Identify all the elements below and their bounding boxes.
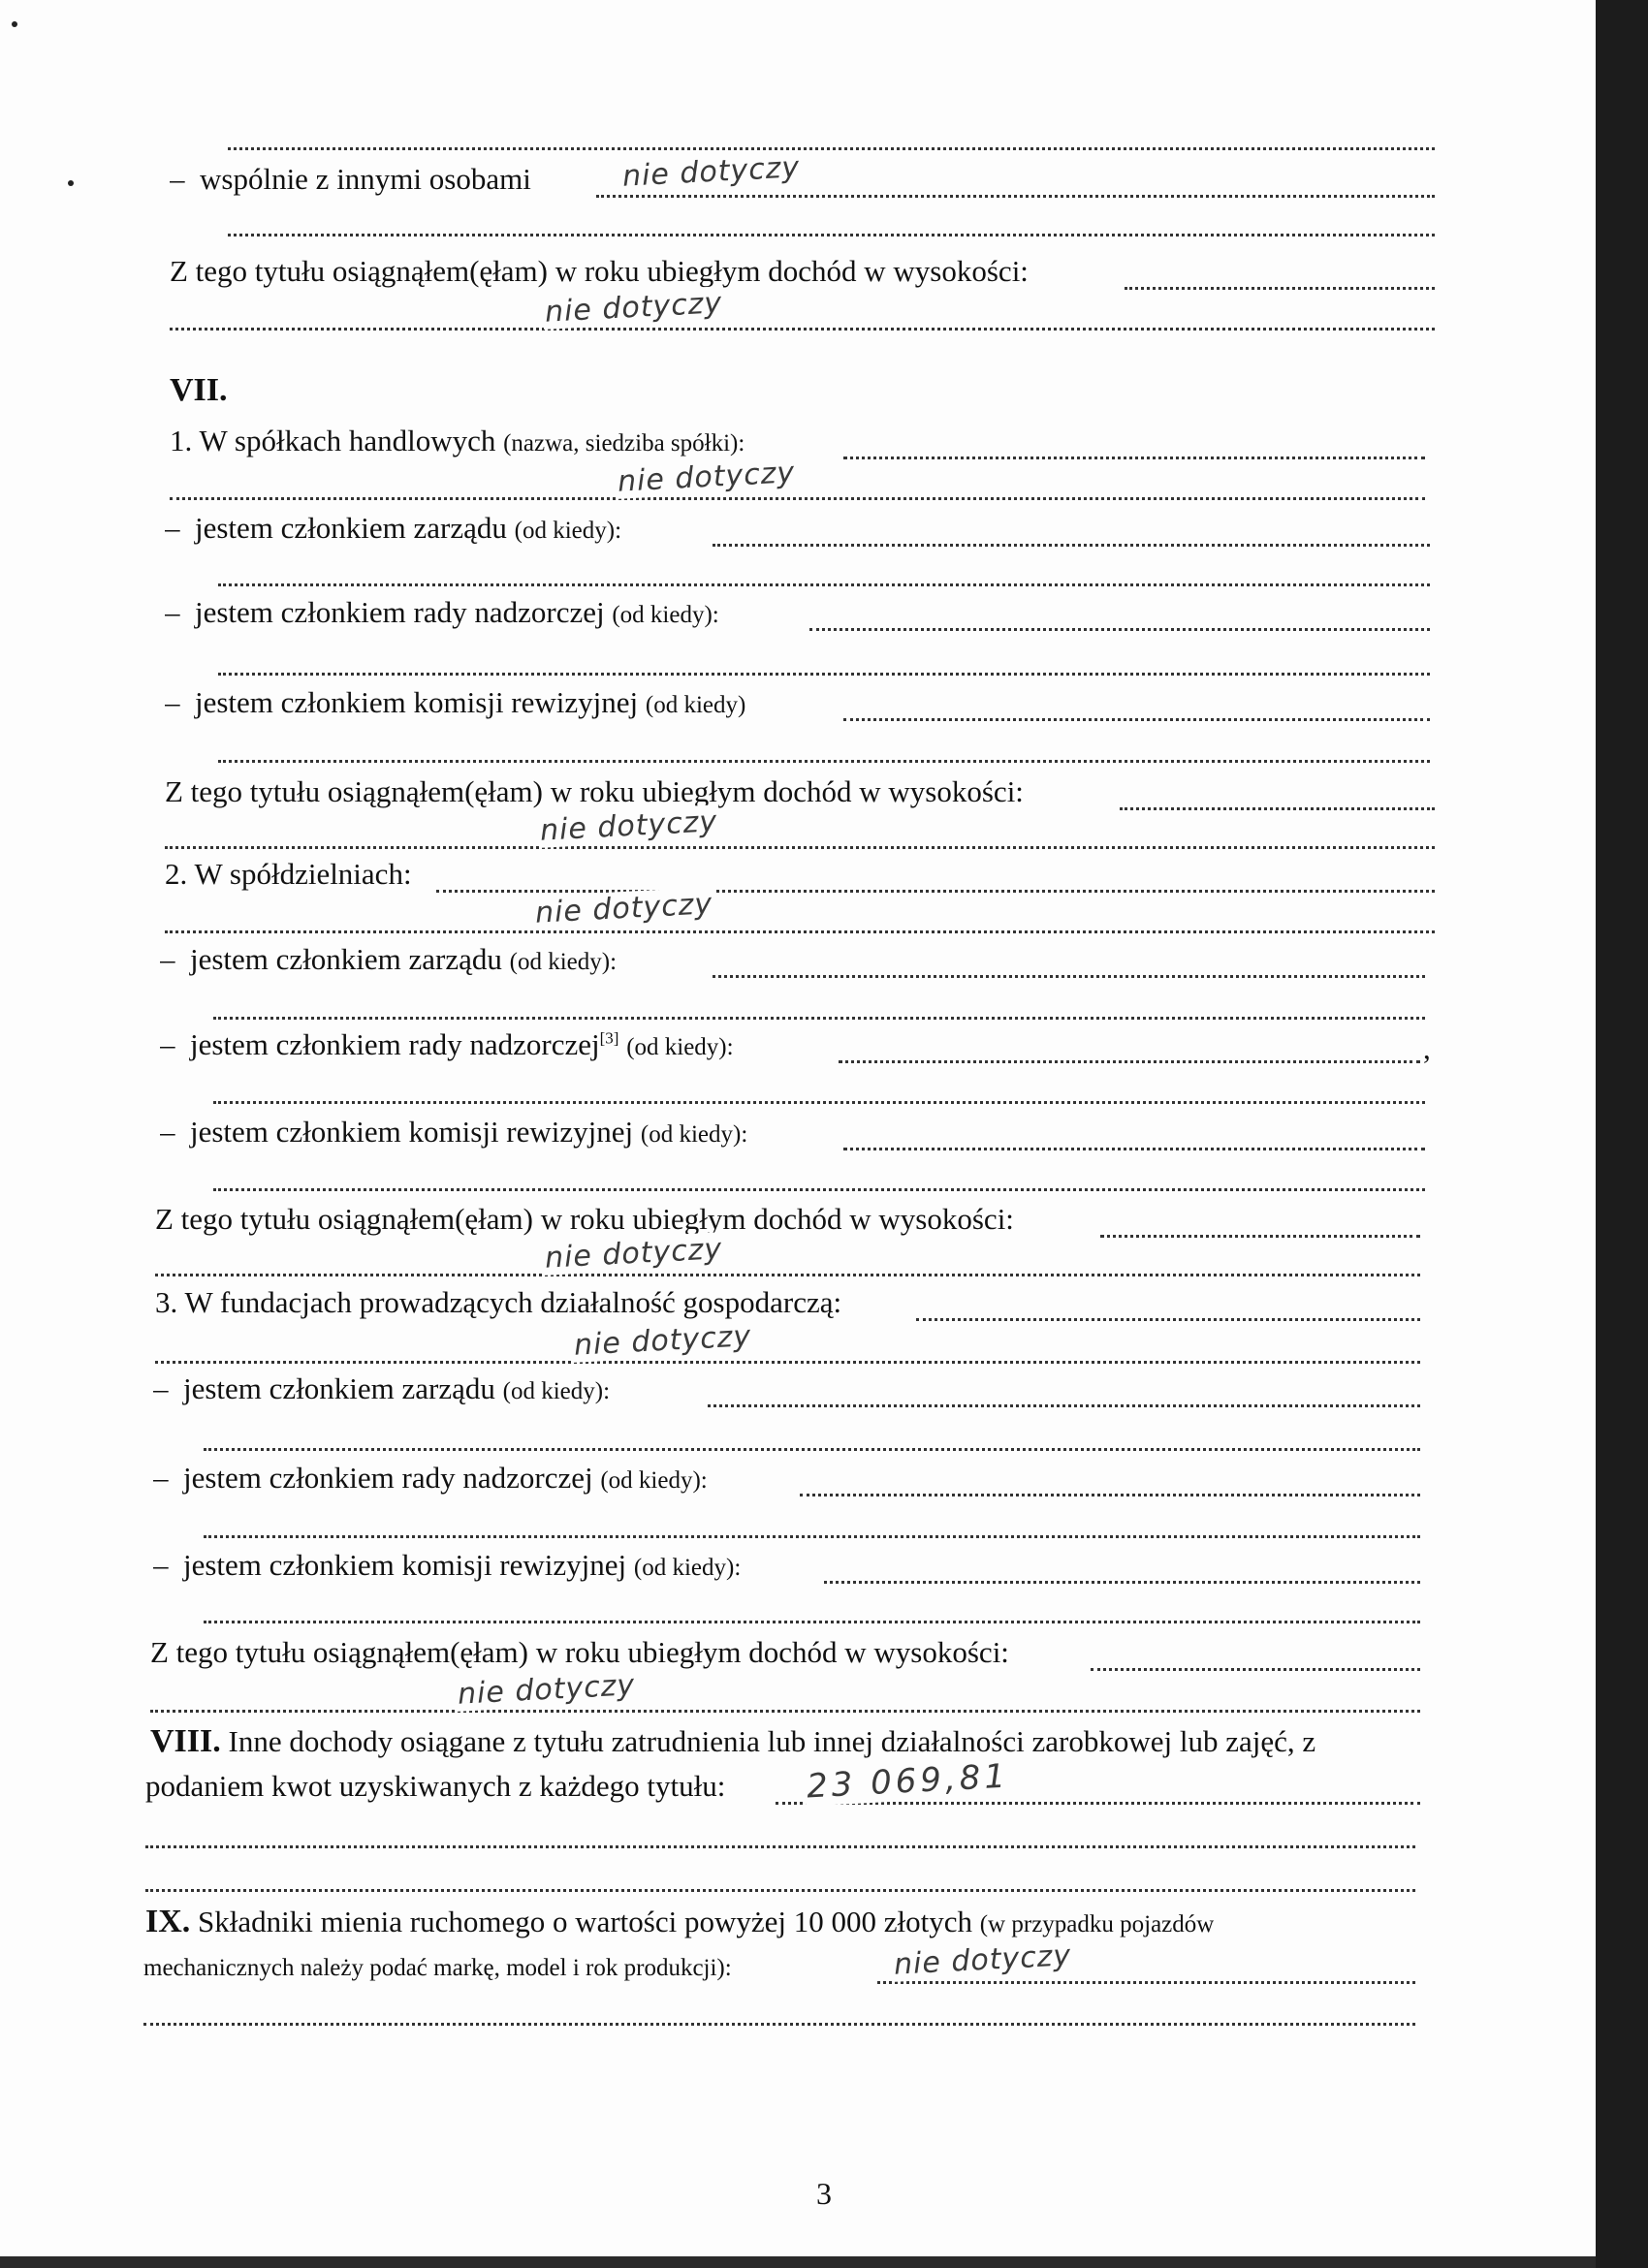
dotted-fill-line: [213, 1097, 1425, 1104]
field-label: jestem członkiem rady nadzorczej: [183, 1461, 593, 1495]
dotted-fill-line: [228, 143, 1435, 150]
dotted-fill-line: [145, 1885, 1415, 1892]
field-label: jestem członkiem zarządu: [195, 511, 507, 545]
section-heading-ix: IX.: [145, 1904, 191, 1939]
field-note: (nazwa, siedziba spółki):: [503, 430, 745, 457]
handwritten-amount: 23 069,81: [806, 1756, 1010, 1807]
field-label: Inne dochody osiągane z tytułu zatrudnienia lub innej działalności zarobkowej lub zajęć, z: [228, 1724, 1316, 1758]
dash: –: [160, 942, 175, 976]
field-label: jestem członkiem rady nadzorczej: [195, 595, 605, 629]
dotted-fill-line: [916, 1314, 1420, 1321]
dotted-fill-line: [843, 453, 1425, 459]
dash: –: [165, 595, 180, 629]
dotted-fill-line: [155, 1357, 1420, 1364]
dotted-fill-line: [204, 1444, 1420, 1451]
dotted-fill-line: [1120, 803, 1435, 810]
dash: –: [165, 685, 180, 719]
field-label: jestem członkiem komisji rewizyjnej: [183, 1548, 627, 1582]
dotted-fill-line: [204, 1617, 1420, 1623]
handwritten-entry: nie dotyczy: [544, 286, 724, 330]
field-note: (od kiedy):: [502, 1378, 611, 1404]
dotted-fill-line: [150, 1706, 1420, 1713]
handwritten-entry: nie dotyczy: [539, 804, 719, 848]
field-label: 1. W spółkach handlowych: [170, 424, 496, 457]
dotted-fill-line: [1100, 1231, 1420, 1238]
handwritten-entry: nie dotyczy: [617, 456, 797, 499]
dotted-fill-line: [213, 1013, 1425, 1020]
field-note: mechanicznych należy podać markę, model i rok produkcji):: [143, 1955, 732, 1981]
dotted-fill-line: [843, 1144, 1425, 1150]
scan-speck: [12, 21, 17, 27]
dash: –: [153, 1371, 169, 1405]
dotted-fill-line: [713, 971, 1425, 978]
dotted-fill-line: [170, 324, 1435, 331]
dotted-fill-line: [213, 1184, 1425, 1191]
dash: –: [153, 1461, 169, 1495]
income-label: Z tego tytułu osiągnąłem(ęłam) w roku ubiegłym dochód w wysokości:: [155, 1202, 1014, 1236]
dotted-fill-line: [824, 1577, 1420, 1584]
field-label: wspólnie z innymi osobami: [200, 162, 531, 196]
dotted-fill-line: [170, 493, 1425, 500]
field-note: (od kiedy):: [509, 949, 618, 975]
field-label: jestem członkiem rady nadzorczej: [190, 1027, 600, 1061]
dotted-fill-line: [218, 580, 1430, 586]
field-label: jestem członkiem komisji rewizyjnej: [195, 685, 639, 719]
footnote-marker: [3]: [599, 1028, 619, 1048]
dotted-fill-line: [228, 230, 1435, 236]
dotted-fill-line: [713, 540, 1430, 547]
dotted-fill-line: [165, 927, 1435, 933]
dotted-fill-line: [1091, 1664, 1420, 1671]
dash: –: [153, 1548, 169, 1582]
dash: –: [170, 162, 185, 196]
dotted-fill-line: [708, 1401, 1420, 1407]
field-label: podaniem kwot uzyskiwanych z każdego tytułu:: [145, 1769, 726, 1803]
handwritten-entry: nie dotyczy: [621, 150, 802, 194]
field-note: (od kiedy):: [514, 518, 622, 544]
dotted-fill-line: [839, 1056, 1420, 1063]
handwritten-entry: nie dotyczy: [893, 1938, 1073, 1982]
field-line: [170, 160, 531, 199]
field-note: (w przypadku pojazdów: [979, 1911, 1215, 1937]
income-label: Z tego tytułu osiągnąłem(ęłam) w roku ubiegłym dochód w wysokości:: [165, 774, 1024, 808]
field-label: jestem członkiem zarządu: [183, 1371, 495, 1405]
scan-border-bottom: [0, 2256, 1596, 2268]
dotted-fill-line: [218, 669, 1430, 676]
field-note: (od kiedy): [645, 692, 746, 718]
scan-speck: [68, 180, 74, 186]
dotted-fill-line: [800, 1490, 1420, 1496]
dotted-fill-line: [1125, 283, 1435, 290]
section-heading-viii: VIII.: [150, 1723, 221, 1759]
dotted-fill-line: [143, 2019, 1415, 2026]
field-note: (od kiedy):: [626, 1034, 734, 1060]
dotted-fill-line: [843, 714, 1430, 721]
field-label: jestem członkiem komisji rewizyjnej: [190, 1115, 634, 1149]
scan-border-right: [1596, 0, 1648, 2268]
handwritten-entry: nie dotyczy: [573, 1319, 753, 1363]
income-label: Z tego tytułu osiągnąłem(ęłam) w roku ubiegłym dochód w wysokości:: [170, 254, 1029, 288]
handwritten-entry: nie dotyczy: [457, 1668, 637, 1712]
dotted-fill-line: [155, 1270, 1420, 1276]
dotted-fill-line: [204, 1531, 1420, 1538]
dash: –: [160, 1115, 175, 1149]
trailing-comma: ,: [1423, 1031, 1431, 1065]
field-note: (od kiedy):: [600, 1467, 708, 1494]
income-label: Z tego tytułu osiągnąłem(ęłam) w roku ubiegłym dochód w wysokości:: [150, 1635, 1009, 1669]
field-note: (od kiedy):: [640, 1121, 748, 1148]
dotted-fill-line: [145, 1842, 1415, 1848]
dotted-fill-line: [809, 624, 1430, 631]
dotted-fill-line: [436, 886, 1435, 893]
section-heading-vii: VII.: [170, 372, 228, 408]
handwritten-entry: nie dotyczy: [544, 1232, 724, 1276]
handwritten-entry: nie dotyczy: [534, 887, 714, 930]
field-label: jestem członkiem zarządu: [190, 942, 502, 976]
field-label: 2. W spółdzielniach:: [165, 857, 412, 891]
page-number: 3: [816, 2176, 832, 2211]
dotted-fill-line: [596, 191, 1435, 198]
field-label: 3. W fundacjach prowadzących działalność gospodarczą:: [155, 1285, 842, 1319]
dotted-fill-line: [165, 842, 1435, 849]
dotted-fill-line: [218, 756, 1430, 763]
field-label: Składniki mienia ruchomego o wartości powyżej 10 000 złotych: [198, 1905, 972, 1938]
dash: –: [160, 1027, 175, 1061]
dash: –: [165, 511, 180, 545]
field-note: (od kiedy):: [633, 1555, 742, 1581]
field-note: (od kiedy):: [612, 602, 719, 628]
